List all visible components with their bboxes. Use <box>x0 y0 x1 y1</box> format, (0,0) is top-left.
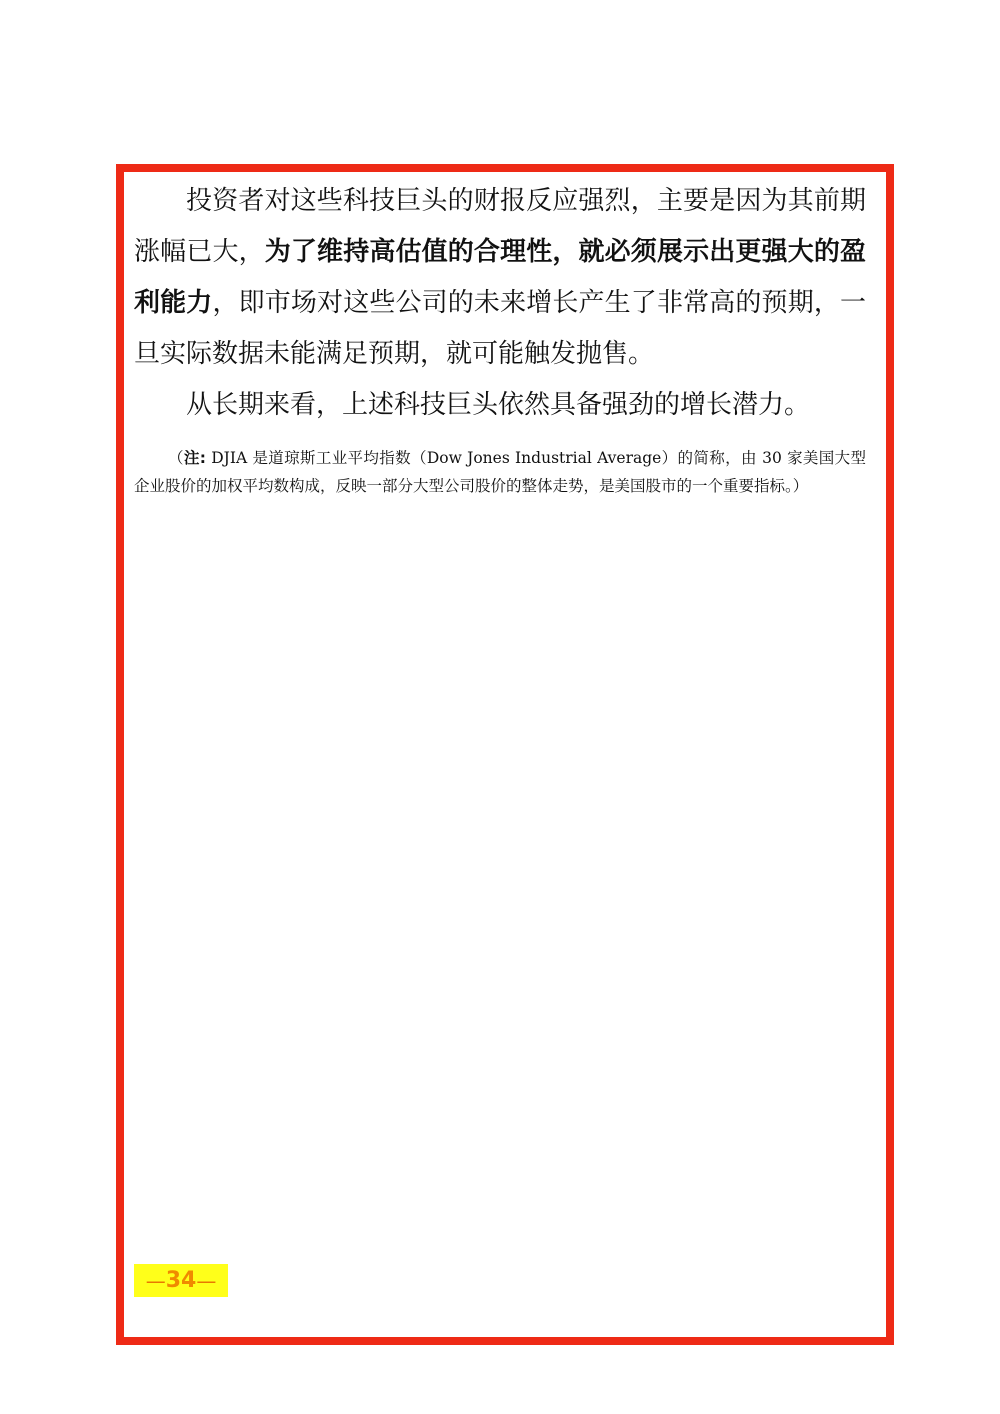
paragraph-1 <box>134 176 866 380</box>
page-number: 34 <box>165 1268 197 1293</box>
paragraph-1-part-1: 投资者对这些科技巨头的财报反应强烈，主要是因为其前期涨幅已大， <box>134 186 866 267</box>
page-number-dash-right: — <box>196 1268 217 1293</box>
page-number-dash-left: — <box>145 1268 166 1293</box>
footnote-text <box>134 444 866 500</box>
body-text <box>134 176 866 431</box>
footnote-body: DJIA 是道琼斯工业平均指数（Dow Jones Industrial Average）的简称，由 30 家美国大型企业股价的加权平均数构成，反映一部分大型公司股价的整体走势，是美国股市的一个重要指标。） <box>134 449 866 495</box>
footnote-open-paren: （ <box>168 449 184 467</box>
page-number-badge <box>134 1264 228 1297</box>
paragraph-1-bold-emphasis: 为了维持高估值的合理性，就必须展示出更强大的盈利能力 <box>134 237 866 318</box>
paragraph-1-part-3: ，即市场对这些公司的未来增长产生了非常高的预期，一旦实际数据未能满足预期，就可能触发抛售。 <box>134 288 866 369</box>
footnote-label: 注: <box>183 449 206 467</box>
footnote <box>134 444 866 500</box>
paragraph-2: 从长期来看，上述科技巨头依然具备强劲的增长潜力。 <box>186 390 811 420</box>
